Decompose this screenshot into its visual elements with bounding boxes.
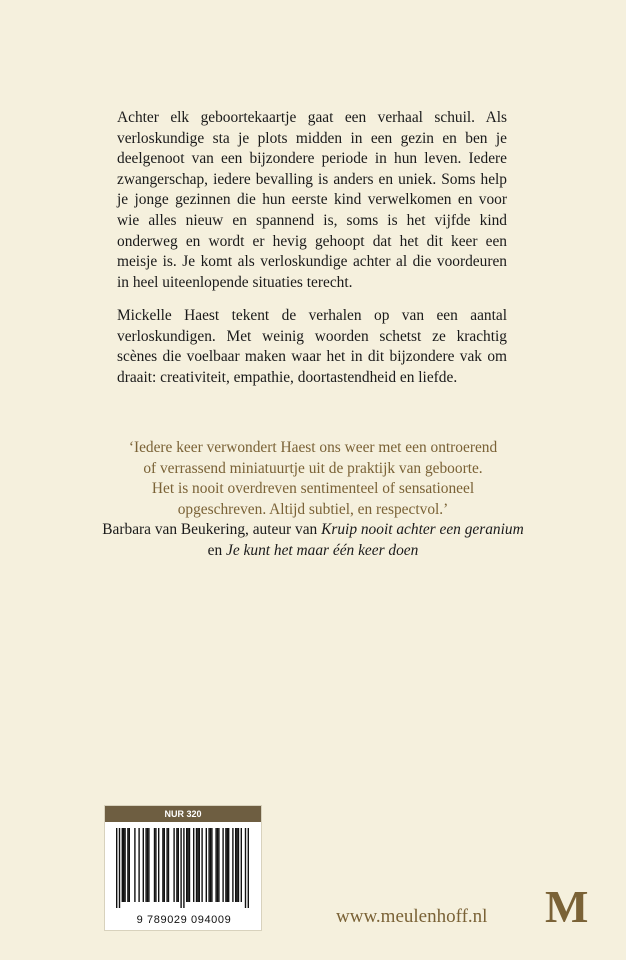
attribution-book-2: Je kunt het maar één keer doen (226, 541, 419, 559)
barcode-bar (183, 828, 184, 908)
barcode-bar (147, 828, 148, 902)
barcode-icon (116, 828, 250, 908)
barcode-bar (162, 828, 163, 902)
barcode-bar (222, 828, 223, 902)
attribution-connector: en (207, 541, 223, 559)
barcode-bar (148, 828, 149, 902)
barcode-bar (218, 828, 219, 902)
barcode-bar (127, 828, 128, 902)
attribution-author: Barbara van Beukering, auteur van (102, 521, 318, 539)
barcode-bar (129, 828, 130, 902)
barcode-bar (187, 828, 188, 902)
barcode-bar (180, 828, 181, 908)
barcode-bar (217, 828, 218, 902)
barcode-bar (248, 828, 249, 908)
barcode-bar (116, 828, 117, 908)
blurb-paragraph-2: Mickelle Haest tekent de verhalen op van een aantal verloskundigen. Met weinig woorden schetst ze krachtig scènes die voelbaar maken waar het in dit bijzondere vak om draait: creativiteit, empathie, doortastendheid en liefde. (117, 307, 507, 386)
barcode-bar (124, 828, 125, 902)
review-quote (100, 438, 526, 562)
barcode-bar (155, 828, 156, 902)
barcode-bar (208, 828, 209, 902)
quote-line-1: ‘Iedere keer verwondert Haest ons weer met een ontroerend (128, 439, 498, 456)
barcode-bar (196, 828, 197, 902)
barcode-bar (197, 828, 198, 902)
blurb-paragraph-1: Achter elk geboortekaartje gaat een verhaal schuil. Als verloskundige sta je plots midden in een gezin en ben je deelgenoot van een bijzondere periode in hun leven. Iedere zwangerschap, iedere bevalling is anders en uniek. Soms help je jonge gezinnen die hun eerste kind verwelkomen en voor wie alles nieuw en spannend is, soms is het vijfde kind onderweg en wordt er hevig gehoopt dat het dit keer een meisje is. Je komt als verloskundige achter al die voordeuren in heel uiteenlopende situaties terecht. (117, 109, 507, 291)
barcode-bar (122, 828, 123, 902)
barcode-bar (164, 828, 165, 902)
barcode-bar (176, 828, 177, 902)
barcode-bar (238, 828, 239, 902)
barcode-bar (211, 828, 212, 902)
barcode-bar (227, 828, 228, 902)
barcode-bar (232, 828, 233, 902)
barcode-bar (206, 828, 207, 902)
barcode-bar (173, 828, 174, 902)
isbn-number: 9 789029 094009 (136, 914, 232, 926)
barcode-bar (119, 828, 120, 908)
barcode-bar (186, 828, 187, 902)
barcode-bar (228, 828, 229, 902)
barcode-bar (201, 828, 202, 902)
barcode-bar (154, 828, 155, 902)
publisher-website: www.meulenhoff.nl (336, 906, 488, 927)
barcode-bar (225, 828, 226, 902)
barcode-bar (193, 828, 194, 902)
quote-line-2: of verrassend miniatuurtje uit de praktijk van geboorte. (143, 459, 483, 477)
nur-label: NUR 320 (105, 806, 261, 822)
barcode-bar (145, 828, 146, 902)
barcode-bar (215, 828, 216, 902)
attribution-book-1: Kruip nooit achter een geranium (321, 521, 524, 539)
quote-line-4: opgeschreven. Altijd subtiel, en respectvol.’ (177, 500, 449, 518)
quote-attribution (100, 520, 526, 561)
barcode-bar (210, 828, 211, 902)
barcode-bar (123, 828, 124, 902)
barcode-bar (166, 828, 167, 902)
barcode-bar (199, 828, 200, 902)
barcode-bar (236, 828, 237, 902)
barcode-bar (241, 828, 242, 902)
barcode-bar (168, 828, 169, 902)
barcode-bar (158, 828, 159, 902)
barcode-bar (143, 828, 144, 902)
barcode-bar (189, 828, 190, 902)
barcode-bar (178, 828, 179, 902)
barcode-bar (245, 828, 246, 908)
quote-line-3: Het is nooit overdreven sentimenteel of sensationeel (151, 480, 475, 498)
barcode-bar (134, 828, 135, 902)
barcode-bar (235, 828, 236, 902)
barcode-bar (138, 828, 139, 902)
publisher-logo: M (545, 881, 589, 932)
isbn-barcode-block (104, 805, 262, 931)
